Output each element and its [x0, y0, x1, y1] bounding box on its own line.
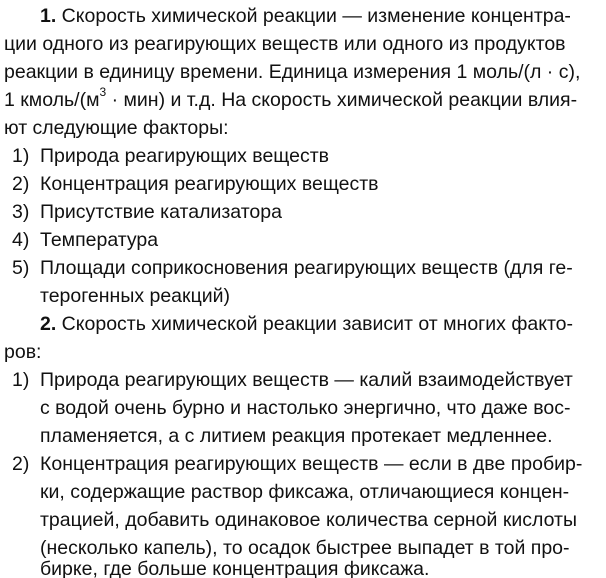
section1-line3: реакции в единицу времени. Единица измерения 1 моль/(л · с), — [4, 61, 581, 83]
factor-item — [0, 254, 573, 282]
list-item — [0, 450, 582, 478]
factor-text: Присутствие катализатора — [40, 201, 282, 223]
section2-intro-text-1: Скорость химической реакции зависит от многих факто- — [56, 313, 574, 335]
factor-text: Концентрация реагирующих веществ — [40, 173, 379, 195]
section1-intro-text-1: Скорость химической реакции — изменение концентра- — [56, 5, 571, 27]
superscript-three: 3 — [99, 85, 107, 99]
list-item-line — [0, 534, 570, 562]
item-text: с водой очень бурно и настолько энергично, что даже вос- — [40, 397, 571, 419]
item-number: 1) — [12, 369, 30, 391]
list-item-line — [0, 422, 553, 450]
item-text: бирке, где больше концентрация фиксажа. — [40, 560, 430, 578]
factor-number: 3) — [12, 201, 30, 223]
factor-item — [0, 226, 158, 254]
factor-continuation — [0, 282, 230, 310]
list-item-line — [0, 394, 570, 422]
section2-line2: ров: — [4, 341, 42, 363]
item-text: пламеняется, а с литием реакция протекает медленнее. — [40, 425, 553, 447]
section1-unit-text: 1 кмоль/(м — [4, 89, 100, 111]
factor-number: 1) — [12, 145, 30, 167]
factor-item — [0, 142, 329, 170]
list-item-line — [0, 506, 577, 534]
factor-item — [0, 170, 379, 198]
section2-line1 — [40, 310, 573, 338]
list-item-line — [0, 478, 569, 506]
factor-text: Природа реагирующих веществ — [40, 145, 329, 167]
factor-number: 5) — [12, 257, 30, 279]
section1-line1 — [40, 2, 571, 30]
section2-number: 2. — [40, 313, 57, 335]
list-item-line — [0, 560, 429, 578]
item-number: 2) — [12, 453, 30, 475]
section1-line4 — [4, 86, 577, 114]
factor-text-continued: терогенных реакций) — [40, 285, 231, 307]
item-text: Концентрация реагирующих веществ — если в две пробир- — [40, 453, 583, 475]
factor-number: 2) — [12, 173, 30, 195]
item-text: ки, содержащие раствор фиксажа, отличающиеся концен- — [40, 481, 570, 503]
section1-line5: ют следующие факторы: — [4, 117, 229, 139]
item-text: (несколько капель), то осадок быстрее выпадет в той про- — [40, 537, 570, 559]
section1-line4-rest: · мин) и т.д. На скорость химической реакции влия- — [106, 89, 578, 111]
factor-text: Площади соприкосновения реагирующих веществ (для ге- — [40, 257, 573, 279]
factor-number: 4) — [12, 229, 30, 251]
factor-text: Температура — [40, 229, 159, 251]
section1-line2: ции одного из реагирующих веществ или одного из продуктов — [4, 33, 566, 55]
factor-item — [0, 198, 282, 226]
item-text: Природа реагирующих веществ — калий взаимодействует — [40, 369, 573, 391]
list-item — [0, 366, 573, 394]
item-text: трацией, добавить одинаковое количества серной кислоты — [40, 509, 577, 531]
section1-number: 1. — [40, 5, 57, 27]
